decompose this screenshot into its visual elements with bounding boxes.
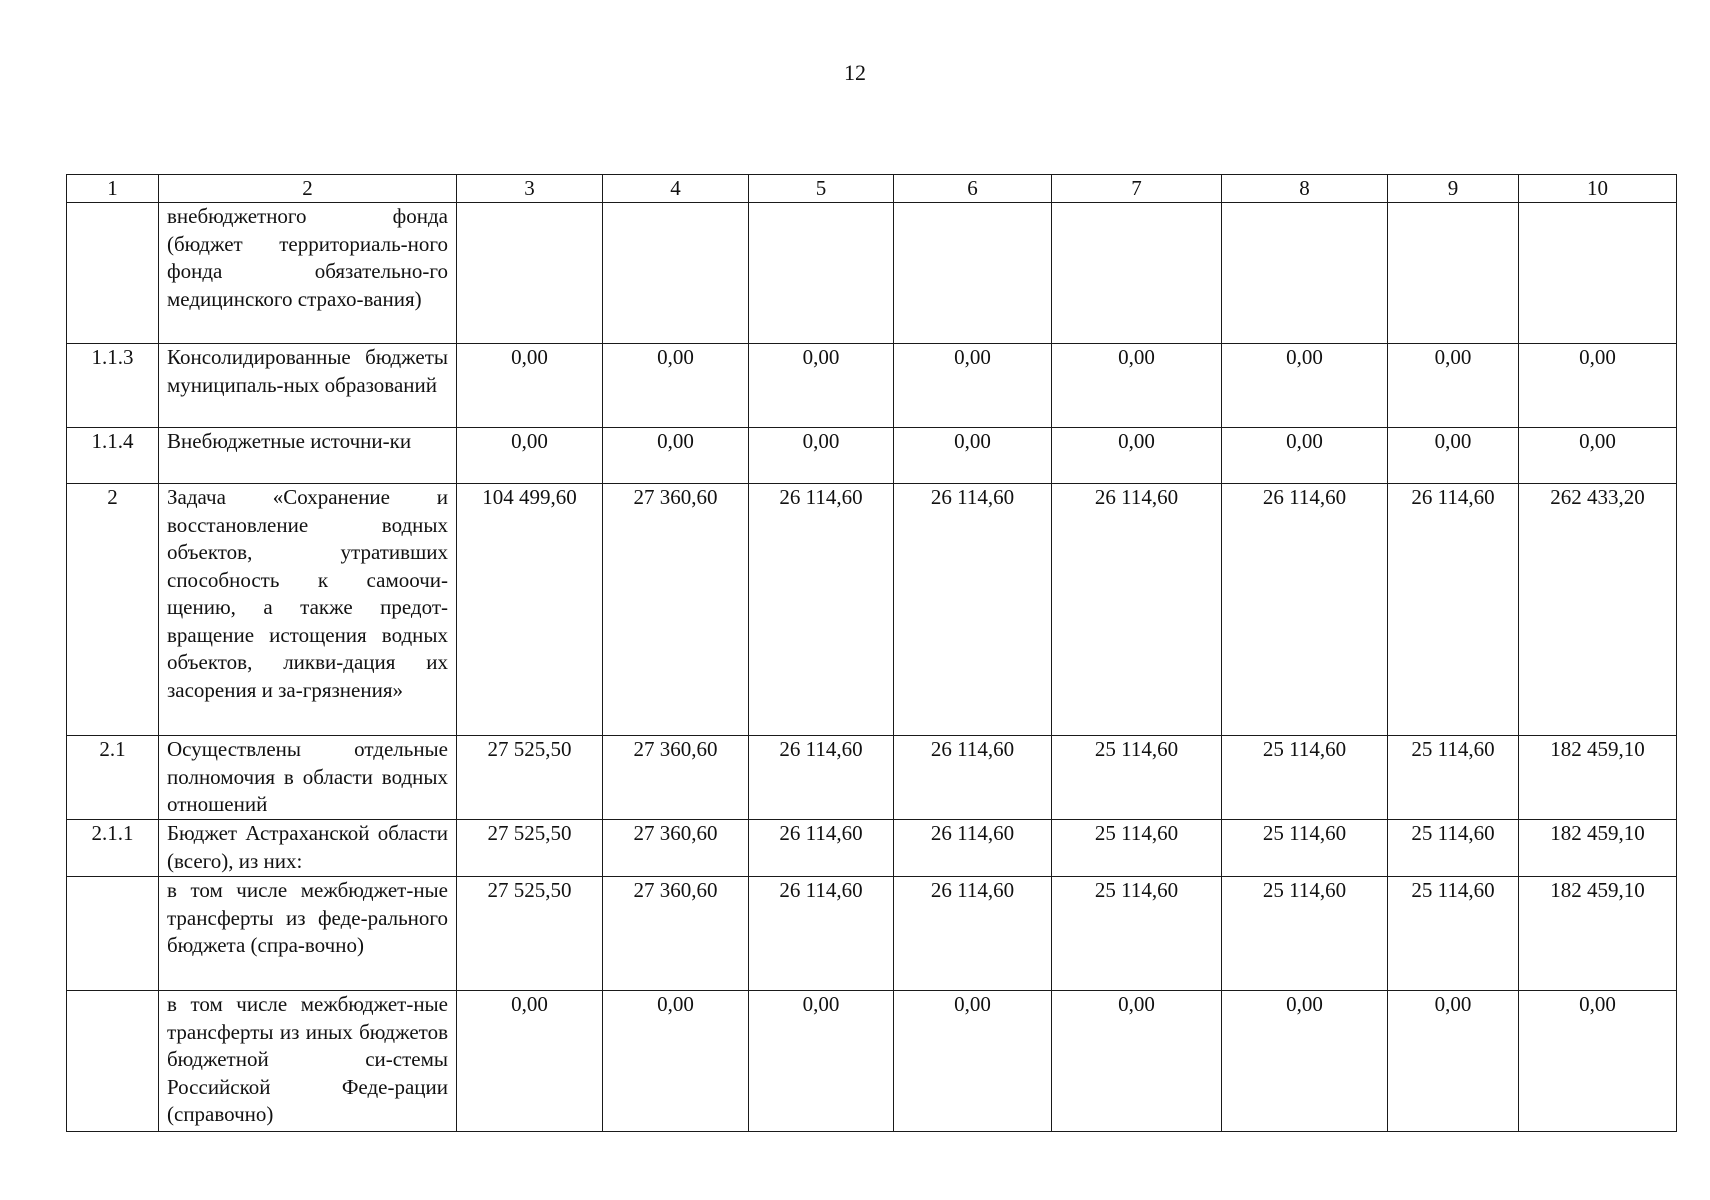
value-cell: 27 360,60: [603, 820, 749, 877]
table-row: [67, 820, 1677, 877]
value-cell: 27 360,60: [603, 877, 749, 991]
value-cell: 0,00: [1519, 344, 1677, 428]
table-row: [67, 484, 1677, 736]
value-cell: 0,00: [603, 344, 749, 428]
value-cell: 0,00: [1519, 991, 1677, 1132]
value-cell: 182 459,10: [1519, 877, 1677, 991]
value-cell: 104 499,60: [457, 484, 603, 736]
value-cell: 25 114,60: [1388, 877, 1519, 991]
value-cell: 0,00: [894, 344, 1052, 428]
row-number: 2: [67, 484, 159, 736]
value-cell: 0,00: [603, 991, 749, 1132]
row-number: 2.1: [67, 736, 159, 820]
column-header: 8: [1222, 175, 1388, 203]
row-number: 2.1.1: [67, 820, 159, 877]
value-cell: 0,00: [1052, 991, 1222, 1132]
value-cell: 27 525,50: [457, 736, 603, 820]
column-header-row: [67, 175, 1677, 203]
value-cell: [457, 203, 603, 344]
value-cell: 26 114,60: [749, 820, 894, 877]
row-description: в том числе межбюджет-ные трансферты из иных бюджетов бюджетной си-стемы Российской Феде-рации (справочно): [159, 991, 457, 1132]
page-number: 12: [844, 60, 866, 85]
value-cell: 0,00: [1388, 428, 1519, 484]
value-cell: 25 114,60: [1052, 736, 1222, 820]
value-cell: 262 433,20: [1519, 484, 1677, 736]
value-cell: 27 525,50: [457, 820, 603, 877]
row-number: [67, 877, 159, 991]
row-description: внебюджетного фонда (бюджет территориаль-ного фонда обязательно-го медицинского страхо-вания): [159, 203, 457, 344]
value-cell: 0,00: [457, 344, 603, 428]
row-description: Внебюджетные источни-ки: [159, 428, 457, 484]
value-cell: 25 114,60: [1222, 820, 1388, 877]
value-cell: 0,00: [749, 344, 894, 428]
column-header: 9: [1388, 175, 1519, 203]
value-cell: 182 459,10: [1519, 820, 1677, 877]
value-cell: 0,00: [749, 991, 894, 1132]
value-cell: 26 114,60: [1052, 484, 1222, 736]
value-cell: [1519, 203, 1677, 344]
table-row: [67, 203, 1677, 344]
value-cell: 0,00: [457, 428, 603, 484]
value-cell: 0,00: [1222, 991, 1388, 1132]
value-cell: 25 114,60: [1388, 820, 1519, 877]
value-cell: [1222, 203, 1388, 344]
value-cell: [1052, 203, 1222, 344]
value-cell: 26 114,60: [749, 736, 894, 820]
row-description: в том числе межбюджет-ные трансферты из феде-рального бюджета (спра-вочно): [159, 877, 457, 991]
column-header: 4: [603, 175, 749, 203]
column-header: 2: [159, 175, 457, 203]
value-cell: 26 114,60: [749, 484, 894, 736]
value-cell: 26 114,60: [1388, 484, 1519, 736]
value-cell: [603, 203, 749, 344]
budget-table: [66, 174, 1677, 1132]
value-cell: [749, 203, 894, 344]
value-cell: 0,00: [749, 428, 894, 484]
row-number: 1.1.3: [67, 344, 159, 428]
value-cell: 182 459,10: [1519, 736, 1677, 820]
row-number: 1.1.4: [67, 428, 159, 484]
table-row: [67, 344, 1677, 428]
value-cell: 0,00: [1052, 428, 1222, 484]
value-cell: 27 525,50: [457, 877, 603, 991]
column-header: 3: [457, 175, 603, 203]
value-cell: 26 114,60: [894, 820, 1052, 877]
value-cell: 26 114,60: [894, 877, 1052, 991]
value-cell: 25 114,60: [1052, 820, 1222, 877]
value-cell: 0,00: [1222, 428, 1388, 484]
value-cell: 0,00: [1052, 344, 1222, 428]
row-description: Задача «Сохранение и восстановление водных объектов, утративших способность к самоочи-щению, а также предот-вращение истощения водных объектов, ликви-дация их засорения и за-грязнения»: [159, 484, 457, 736]
value-cell: 0,00: [1388, 344, 1519, 428]
column-header: 5: [749, 175, 894, 203]
table-row: [67, 736, 1677, 820]
value-cell: 0,00: [894, 428, 1052, 484]
value-cell: 26 114,60: [894, 736, 1052, 820]
column-header: 10: [1519, 175, 1677, 203]
value-cell: 27 360,60: [603, 484, 749, 736]
value-cell: 0,00: [603, 428, 749, 484]
row-description: Осуществлены отдельные полномочия в области водных отношений: [159, 736, 457, 820]
value-cell: 25 114,60: [1388, 736, 1519, 820]
value-cell: 26 114,60: [1222, 484, 1388, 736]
row-number: [67, 203, 159, 344]
column-header: 7: [1052, 175, 1222, 203]
value-cell: 0,00: [1222, 344, 1388, 428]
value-cell: [1388, 203, 1519, 344]
column-header: 1: [67, 175, 159, 203]
value-cell: 26 114,60: [894, 484, 1052, 736]
value-cell: 0,00: [1519, 428, 1677, 484]
value-cell: 27 360,60: [603, 736, 749, 820]
table-row: [67, 991, 1677, 1132]
value-cell: 0,00: [457, 991, 603, 1132]
column-header: 6: [894, 175, 1052, 203]
value-cell: 25 114,60: [1222, 736, 1388, 820]
value-cell: 25 114,60: [1222, 877, 1388, 991]
value-cell: 25 114,60: [1052, 877, 1222, 991]
table-row: [67, 428, 1677, 484]
value-cell: 26 114,60: [749, 877, 894, 991]
value-cell: [894, 203, 1052, 344]
value-cell: 0,00: [894, 991, 1052, 1132]
value-cell: 0,00: [1388, 991, 1519, 1132]
table-row: [67, 877, 1677, 991]
row-description: Консолидированные бюджеты муниципаль-ных образований: [159, 344, 457, 428]
row-number: [67, 991, 159, 1132]
row-description: Бюджет Астраханской области (всего), из них:: [159, 820, 457, 877]
